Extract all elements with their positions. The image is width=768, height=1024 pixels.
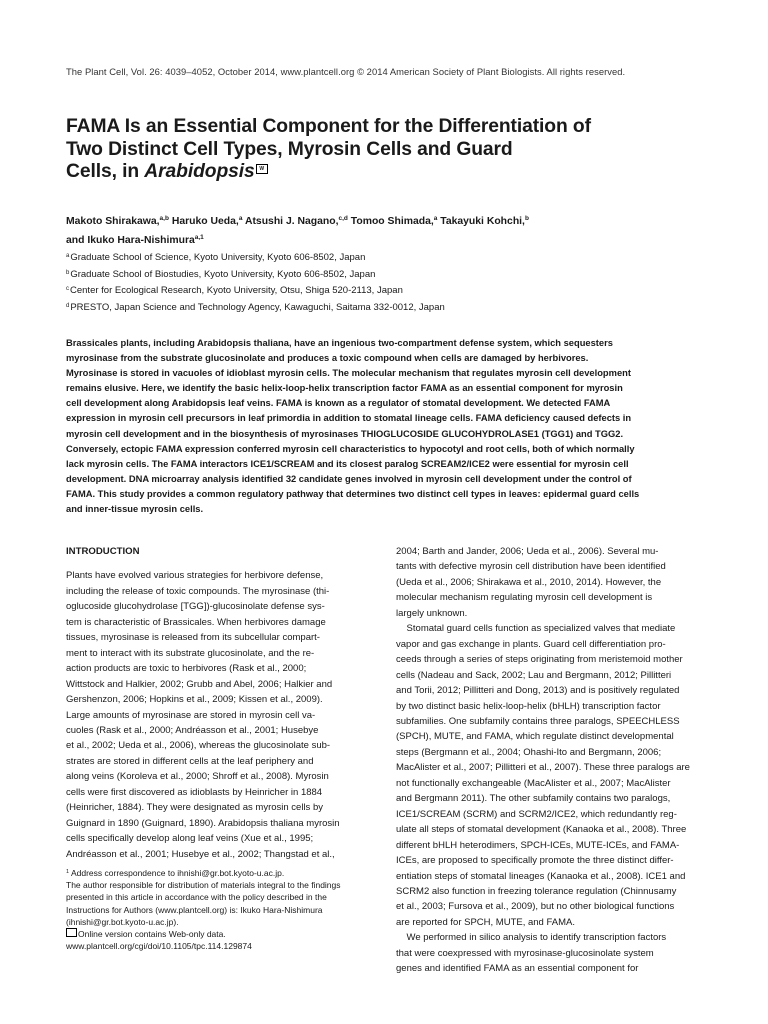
- body-line: (Heinricher, 1884). They were designated as myrosin cells by: [66, 802, 323, 814]
- author-name: Haruko Ueda,: [168, 216, 239, 227]
- affiliation-list: [66, 249, 445, 315]
- author-name: and Ikuko Hara-Nishimura: [66, 235, 195, 246]
- body-line: strates are stored in different cells at the leaf periphery and: [66, 755, 314, 767]
- body-line: Andréasson et al., 2001; Husebye et al., 2002; Thangstad et al.,: [66, 848, 335, 860]
- footnote-line: presented in this article in accordance with the policy described in the: [66, 892, 327, 903]
- author-line: [66, 230, 706, 249]
- abstract-line: Brassicales plants, including Arabidopsis thaliana, have an ingenious two-compartment defense system, which sequesters: [66, 338, 613, 348]
- footnote-line: [66, 866, 362, 879]
- affiliation-text: Graduate School of Science, Kyoto University, Kyoto 606-8502, Japan: [70, 252, 366, 263]
- body-line: MacAlister et al., 2007; Pillitteri et al., 2007). These three paralogs are: [396, 762, 690, 774]
- body-line: largely unknown.: [396, 607, 468, 619]
- abstract-line: expression in myrosin cell precursors in leaf primordia in addition to stomatal lineage cells. FAMA deficiency caused defects in: [66, 413, 632, 424]
- body-line: ulate all steps of stomatal development (Kanaoka et al., 2008). Three: [396, 824, 687, 836]
- body-line: steps (Bergmann et al., 2004; Ohashi-Ito and Bergmann, 2006;: [396, 746, 662, 758]
- body-line: ment to interact with its substrate glucosinolate, and the re-: [66, 647, 315, 659]
- affiliation: [66, 266, 445, 283]
- author-name: Tomoo Shimada,: [347, 216, 434, 227]
- footnotes: [66, 866, 362, 952]
- author-line: [66, 211, 706, 230]
- footnote-online: Online version contains Web-only data.: [78, 929, 226, 940]
- body-line: cells (Nadeau and Sack, 2002; Lau and Bergmann, 2012; Pillitteri: [396, 669, 672, 681]
- body-line: tants with defective myrosin cell distribution have been identified: [396, 561, 666, 573]
- body-line: oglucoside glucohydrolase [TGG])-glucosinolate defense sys-: [66, 601, 325, 613]
- online-data-icon: [66, 928, 77, 937]
- body-line: genes and identified FAMA as an essential component for: [396, 963, 639, 975]
- author-affil-mark: a,b: [159, 215, 169, 222]
- author-name: Atsushi J. Nagano,: [242, 216, 339, 227]
- right-column: [396, 544, 692, 977]
- affiliation-text: PRESTO, Japan Science and Technology Agency, Kawaguchi, Saitama 332-0012, Japan: [70, 301, 445, 313]
- author-name: Makoto Shirakawa,: [66, 216, 160, 227]
- body-line: SCRM2 also function in freezing tolerance regulation (Chinnusamy: [396, 885, 677, 897]
- footnote-mark: 1: [66, 869, 70, 875]
- abstract-line: remains elusive. Here, we identify the basic helix-loop-helix transcription factor FAMA as an essential component for myrosin: [66, 383, 623, 394]
- body-line: ICEs, are proposed to specifically promote the three distinct differ-: [396, 855, 674, 867]
- body-line: molecular mechanism regulating myrosin cell development is: [396, 592, 653, 604]
- body-line: tem is characteristic of Brassicales. When herbivores damage: [66, 616, 326, 628]
- abstract: [66, 336, 704, 517]
- footnote-line: Instructions for Authors (www.plantcell.org) is: Ikuko Hara-Nishimura: [66, 904, 323, 915]
- body-line: ceeds through a series of steps originating from meristemoid mother: [396, 654, 683, 666]
- body-line: ICE1/SCREAM (SCRM) and SCRM2/ICE2, which redundantly reg-: [396, 808, 677, 820]
- author-affil-mark: b: [524, 215, 529, 222]
- body-line: that were coexpressed with myrosinase-glucosinolate system: [396, 947, 654, 959]
- online-data-icon: W: [256, 164, 268, 174]
- affiliation: [66, 299, 445, 316]
- body-line: along veins (Koroleva et al., 2000; Shroff et al., 2008). Myrosin: [66, 771, 329, 783]
- body-line: entiation steps of stomatal lineages (Kanaoka et al., 2008). ICE1 and: [396, 870, 686, 882]
- body-line: cells specifically develop along leaf veins (Xue et al., 1995;: [66, 833, 314, 845]
- section-heading-introduction: INTRODUCTION: [66, 546, 140, 557]
- abstract-line: myrosin cell development and in the biosynthesis of myrosinases THIOGLUCOSIDE GLUCOHYDROLASE1 (TGG1) and TGG2.: [66, 428, 624, 439]
- body-line: different bHLH heterodimers, SPCH-ICEs, MUTE-ICEs, and FAMA-: [396, 839, 680, 851]
- author-affil-mark: c,d: [338, 215, 348, 222]
- body-line: et al., 2003; Fursova et al., 2009), but no other biological functions: [396, 901, 675, 913]
- body-line: including the release of toxic compounds. The myrosinase (thi-: [66, 585, 330, 597]
- author-affil-mark: a: [238, 215, 243, 222]
- footnote-line: The author responsible for distribution of materials integral to the findings: [66, 880, 341, 891]
- body-line: action products are toxic to herbivores (Rask et al., 2000;: [66, 663, 307, 675]
- body-line: cuoles (Rask et al., 2000; Andréasson et al., 2001; Husebye: [66, 724, 319, 736]
- affiliation-text: Graduate School of Biostudies, Kyoto University, Kyoto 606-8502, Japan: [70, 268, 376, 280]
- body-line: cells were first discovered as idioblasts by Heinricher in 1884: [66, 786, 323, 798]
- footnote-correspondence: Address correspondence to ihnishi@gr.bot.kyoto-u.ac.jp.: [70, 868, 285, 878]
- author-affil-mark: a: [433, 215, 438, 222]
- body-line: vapor and gas exchange in plants. Guard cell differentiation pro-: [396, 638, 666, 650]
- body-line: et al., 2002; Ueda et al., 2006), whereas the glucosinolate sub-: [66, 740, 331, 752]
- body-line: tissues, myrosinase is released from its subcellular compart-: [66, 632, 320, 644]
- affiliation-mark: d: [66, 302, 70, 309]
- body-line: Guignard in 1890 (Guignard, 1890). Arabidopsis thaliana myrosin: [66, 817, 340, 829]
- affiliation-mark: c: [66, 286, 69, 292]
- body-line: Gershenzon, 2006; Hopkins et al., 2009; Kissen et al., 2009).: [66, 694, 323, 706]
- body-line: and Bergmann 2011). The other subfamily contains two paralogs,: [396, 793, 671, 805]
- journal-citation-line: The Plant Cell, Vol. 26: 4039–4052, October 2014, www.plantcell.org © 2014 American Society of Plant Biologists. All rights reserved.: [66, 66, 626, 77]
- author-affil-mark: a,1: [194, 234, 204, 241]
- body-line: We performed in silico analysis to identify transcription factors: [396, 932, 667, 944]
- author-name: Takayuki Kohchi,: [437, 216, 525, 227]
- title-line: FAMA Is an Essential Component for the Differentiation of: [66, 116, 591, 137]
- title-line: [66, 161, 706, 184]
- body-line: Wittstock and Halkier, 2002; Grubb and Abel, 2006; Halkier and: [66, 678, 333, 690]
- body-line: Stomatal guard cells function as specialized valves that mediate: [396, 623, 676, 635]
- abstract-line: FAMA. This study provides a common regulatory pathway that determines two distinct cell types in leaves: epidermal guard cells: [66, 488, 640, 499]
- footnote-doi-link[interactable]: www.plantcell.org/cgi/doi/10.1105/tpc.114.129874: [66, 941, 252, 952]
- abstract-line: Conversely, ectopic FAMA expression conferred myrosin cell characteristics to hypocotyl and root cells, both of which normally: [66, 443, 635, 454]
- body-line: are reported for SPCH, MUTE, and FAMA.: [396, 916, 575, 928]
- title-italic-organism: Arabidopsis: [144, 161, 255, 182]
- body-line: (SPCH), MUTE, and FAMA, which regulate distinct developmental: [396, 731, 674, 743]
- body-line: and Torii, 2012; Pillitteri and Dong, 2013) and is positively regulated: [396, 685, 680, 697]
- body-line: Large amounts of myrosinase are stored in myrosin cell va-: [66, 709, 316, 721]
- affiliation-mark: b: [66, 269, 70, 276]
- article-title: [66, 116, 706, 184]
- body-line: (Ueda et al., 2006; Shirakawa et al., 2010, 2014). However, the: [396, 576, 662, 588]
- footnote-line: (ihnishi@gr.bot.kyoto-u.ac.jp).: [66, 916, 179, 927]
- affiliation-mark: a: [66, 253, 70, 259]
- body-line: by two distinct basic helix-loop-helix (bHLH) transcription factor: [396, 700, 661, 712]
- body-line: not functionally exchangeable (MacAlister et al., 2007; MacAlister: [396, 777, 671, 789]
- abstract-line: and inner-tissue myrosin cells.: [66, 504, 204, 515]
- abstract-line: development. DNA microarray analysis identified 32 candidate genes involved in myrosin cell development under the control of: [66, 473, 632, 484]
- abstract-line: myrosinase from the substrate glucosinolate and produces a toxic compound when cells are damaged by herbivores.: [66, 353, 589, 364]
- title-line-prefix: Cells, in: [66, 161, 145, 182]
- body-line: subfamilies. One subfamily contains three paralogs, SPEECHLESS: [396, 715, 680, 727]
- abstract-line: lack myrosin cells. The FAMA interactors ICE1/SCREAM and its closest paralog SCREAM2/ICE2 were essential for myrosin cell: [66, 458, 629, 469]
- left-column: [66, 544, 362, 862]
- title-line: Two Distinct Cell Types, Myrosin Cells and Guard: [66, 138, 513, 160]
- abstract-line: cell development along Arabidopsis leaf veins. FAMA is known as a regulator of stomatal development. We detected FAMA: [66, 398, 611, 409]
- author-list: [66, 211, 706, 249]
- footnote-line: [66, 928, 362, 940]
- affiliation-text: Center for Ecological Research, Kyoto University, Otsu, Shiga 520-2113, Japan: [70, 285, 403, 296]
- affiliation: [66, 249, 445, 266]
- abstract-line: Myrosinase is stored in vacuoles of idioblast myrosin cells. The molecular mechanism that regulates myrosin cell development: [66, 368, 631, 379]
- body-line: 2004; Barth and Jander, 2006; Ueda et al., 2006). Several mu-: [396, 546, 659, 557]
- affiliation: [66, 282, 445, 299]
- body-line: Plants have evolved various strategies for herbivore defense,: [66, 570, 324, 582]
